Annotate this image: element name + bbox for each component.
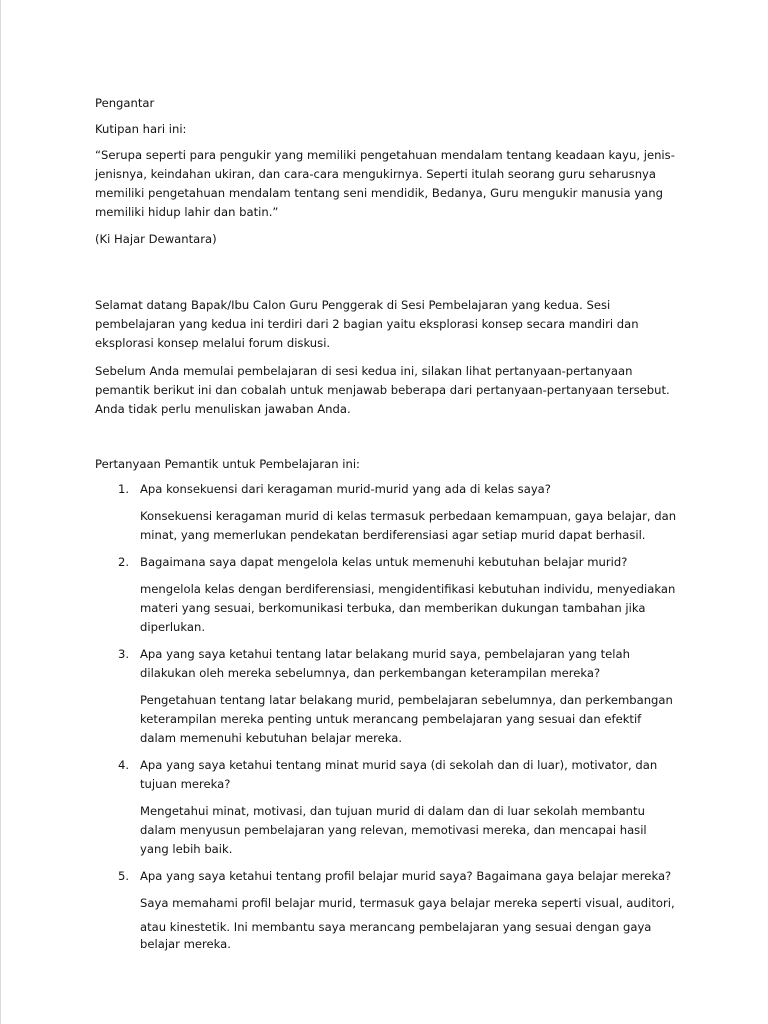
answer-text: mengelola kelas dengan berdiferensiasi, mengidentifikasi kebutuhan individu, menyediakan materi yang sesuai, berkomunikasi terbuka, dan memberikan dukungan tambahan jika diperlukan. xyxy=(140,582,676,634)
document-heading: Pengantar xyxy=(95,96,155,110)
welcome-paragraph: Selamat datang Bapak/Ibu Calon Guru Penggerak di Sesi Pembelajaran yang kedua. Sesi pembelajaran yang kedua ini terdiri dari 2 bagian yaitu eksplorasi konsep secara mandiri dan eksplorasi konsep melalui forum diskusi. xyxy=(95,298,639,350)
question-number: 1. xyxy=(118,482,130,496)
question-number: 5. xyxy=(118,869,130,883)
question-text: Bagaimana saya dapat mengelola kelas untuk memenuhi kebutuhan belajar murid? xyxy=(140,555,628,569)
question-item xyxy=(95,756,677,859)
question-number: 4. xyxy=(118,758,130,772)
question-text: Apa konsekuensi dari keragaman murid-murid yang ada di kelas saya? xyxy=(140,482,551,496)
answer-text: Saya memahami profil belajar murid, termasuk gaya belajar mereka seperti visual, auditori, xyxy=(140,896,675,910)
answer-text-continued: atau kinestetik. Ini membantu saya merancang pembelajaran yang sesuai dengan gaya belajar mereka. xyxy=(140,920,652,951)
question-text: Apa yang saya ketahui tentang minat murid saya (di sekolah dan di luar), motivator, dan tujuan mereka? xyxy=(140,758,658,791)
question-text: Apa yang saya ketahui tentang profil belajar murid saya? Bagaimana gaya belajar mereka? xyxy=(140,869,672,883)
question-number: 3. xyxy=(118,647,130,661)
question-item xyxy=(95,553,677,637)
question-item xyxy=(95,867,677,953)
question-item xyxy=(95,645,677,748)
instructions-paragraph: Sebelum Anda memulai pembelajaran di sesi kedua ini, silakan lihat pertanyaan-pertanyaan pemantik berikut ini dan cobalah untuk menjawab beberapa dari pertanyaan-pertanyaan tersebut. Anda tidak perlu menuliskan jawaban Anda. xyxy=(95,364,670,416)
document-body xyxy=(95,94,677,961)
question-item xyxy=(95,480,677,545)
answer-text: Pengetahuan tentang latar belakang murid, pembelajaran sebelumnya, dan perkembangan keterampilan mereka penting untuk merancang pembelajaran yang sesuai dan efektif dalam memenuhi kebutuhan belajar mereka. xyxy=(140,693,673,745)
quote-attribution: (Ki Hajar Dewantara) xyxy=(95,232,217,246)
answer-text: Konsekuensi keragaman murid di kelas termasuk perbedaan kemampuan, gaya belajar, dan minat, yang memerlukan pendekatan berdiferensiasi agar setiap murid dapat berhasil. xyxy=(140,509,677,542)
answer-text: Mengetahui minat, motivasi, dan tujuan murid di dalam dan di luar sekolah membantu dalam menyusun pembelajaran yang relevan, memotivasi mereka, dan mencapai hasil yang lebih baik. xyxy=(140,804,647,856)
question-number: 2. xyxy=(118,555,130,569)
quote-label: Kutipan hari ini: xyxy=(95,122,187,136)
questions-heading: Pertanyaan Pemantik untuk Pembelajaran ini: xyxy=(95,457,360,471)
question-text: Apa yang saya ketahui tentang latar belakang murid saya, pembelajaran yang telah dilakukan oleh mereka sebelumnya, dan perkembangan keterampilan mereka? xyxy=(140,647,630,680)
quote-text: “Serupa seperti para pengukir yang memiliki pengetahuan mendalam tentang keadaan kayu, jenis-jenisnya, keindahan ukiran, dan cara-cara mengukirnya. Seperti itulah seorang guru seharusnya memiliki pengetahuan mendalam tentang seni mendidik, Bedanya, Guru mengukir manusia yang memiliki hidup lahir dan batin.” xyxy=(95,148,675,219)
questions-list xyxy=(95,480,677,953)
